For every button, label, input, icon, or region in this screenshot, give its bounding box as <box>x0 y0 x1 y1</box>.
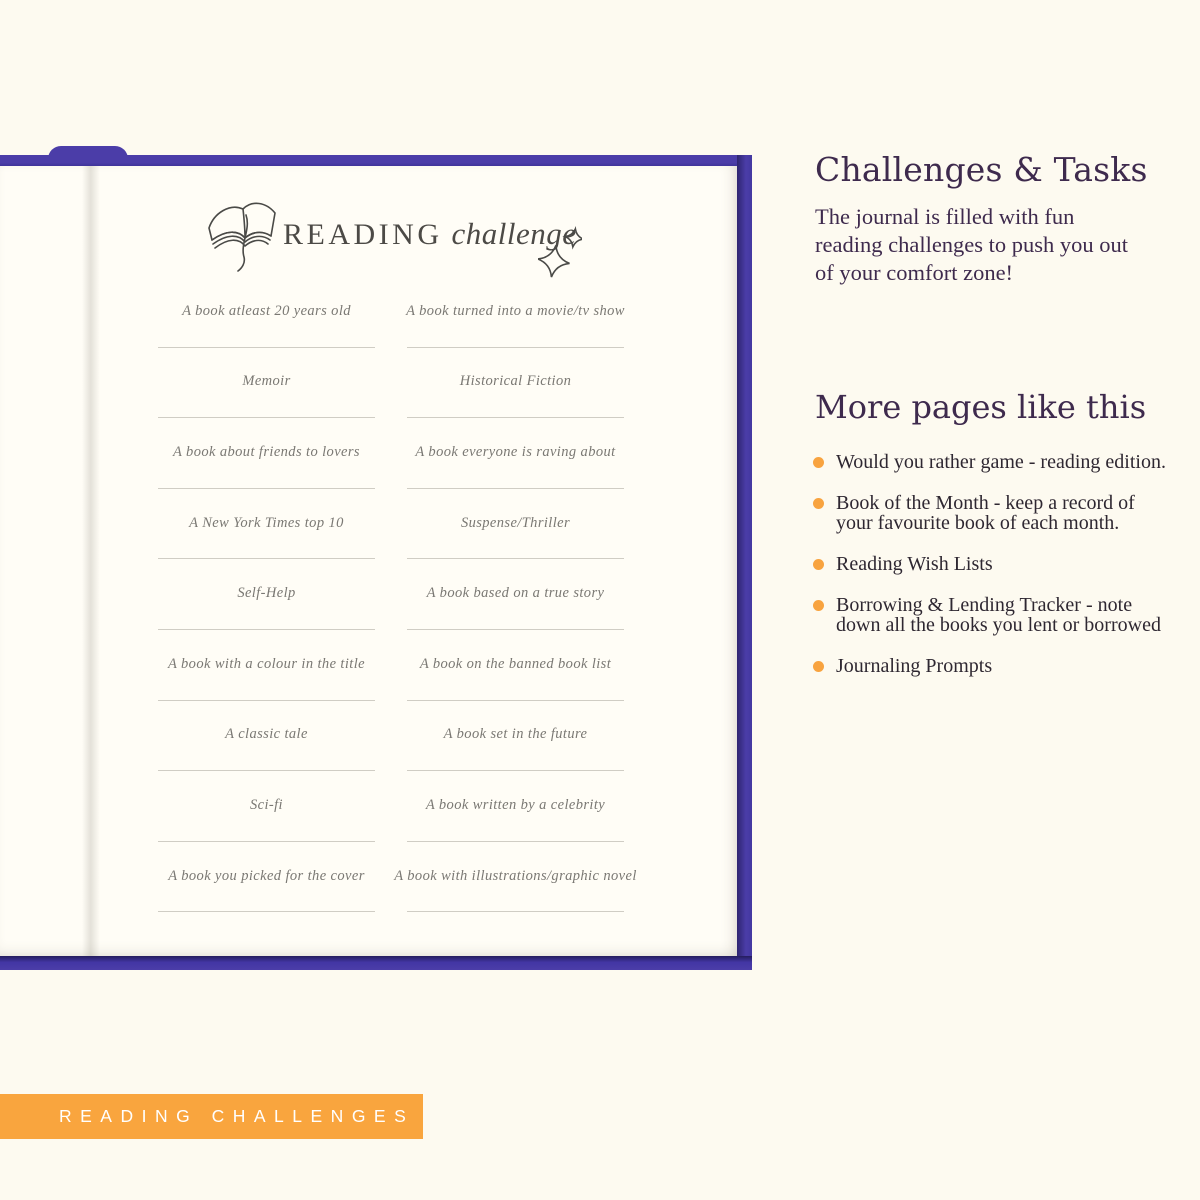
challenge-row <box>158 347 624 418</box>
book-cover-right <box>737 155 752 970</box>
bullet-dot-icon <box>813 600 824 611</box>
feature-list <box>813 452 1173 697</box>
challenge-row <box>158 417 624 488</box>
banner-label: READING CHALLENGES <box>59 1106 415 1126</box>
feature-text: Journaling Prompts <box>836 655 993 677</box>
challenge-row <box>158 841 637 912</box>
feature-text: Borrowing & Lending Tracker - note down all the books you lent or borrowed <box>836 594 1161 636</box>
challenge-item: Sci-fi <box>158 770 375 842</box>
challenge-item: A book turned into a movie/tv show <box>407 276 624 348</box>
page-title <box>283 216 577 252</box>
feature-item <box>813 595 1171 635</box>
sparkle-icon <box>538 222 582 282</box>
challenge-item: A book everyone is raving about <box>407 417 624 489</box>
book-cover-top <box>0 155 752 166</box>
challenge-item: A book atleast 20 years old <box>158 276 375 348</box>
challenge-item: A book set in the future <box>407 700 624 772</box>
challenge-row <box>158 700 624 771</box>
challenge-item: A book with illustrations/graphic novel <box>407 841 624 913</box>
challenge-item: A book written by a celebrity <box>407 770 624 842</box>
challenge-row <box>158 558 624 629</box>
challenge-list <box>158 276 637 911</box>
category-banner <box>0 1094 423 1139</box>
section-description: The journal is filled with fun reading challenges to push you out of your comfort zone! <box>815 204 1129 285</box>
feature-item <box>813 493 1171 533</box>
feature-text: Book of the Month - keep a record of your favourite book of each month. <box>836 492 1135 534</box>
challenge-row <box>158 488 624 559</box>
challenge-row <box>158 276 624 347</box>
challenge-item: Memoir <box>158 347 375 419</box>
challenge-row <box>158 629 624 700</box>
challenge-row <box>158 770 624 841</box>
journal-title-serif: READING <box>283 218 443 251</box>
subsection-heading: More pages like this <box>815 388 1147 426</box>
feature-item <box>813 656 1171 676</box>
feature-text: Would you rather game - reading edition. <box>836 451 1166 473</box>
challenge-item: A book with a colour in the title <box>158 629 375 701</box>
challenge-item: A book you picked for the cover <box>158 841 375 913</box>
page-spine-shadow <box>82 166 100 956</box>
open-book-icon <box>202 196 282 274</box>
challenge-item: Suspense/Thriller <box>407 488 624 560</box>
bullet-dot-icon <box>813 457 824 468</box>
bullet-dot-icon <box>813 559 824 570</box>
challenge-item: A book on the banned book list <box>407 629 624 701</box>
book-cover-bottom <box>0 956 752 970</box>
challenge-item: A book based on a true story <box>407 558 624 630</box>
feature-text: Reading Wish Lists <box>836 553 993 575</box>
feature-item <box>813 554 1171 574</box>
challenge-item: A New York Times top 10 <box>158 488 375 560</box>
section-heading: Challenges & Tasks <box>815 150 1148 189</box>
challenge-item: A book about friends to lovers <box>158 417 375 489</box>
bullet-dot-icon <box>813 498 824 509</box>
journal-title-script: challenge <box>451 216 577 251</box>
feature-item <box>813 452 1171 472</box>
challenge-item: Historical Fiction <box>407 347 624 419</box>
challenge-item: A classic tale <box>158 700 375 772</box>
challenge-item: Self-Help <box>158 558 375 630</box>
bullet-dot-icon <box>813 661 824 672</box>
journal-page <box>0 166 737 956</box>
